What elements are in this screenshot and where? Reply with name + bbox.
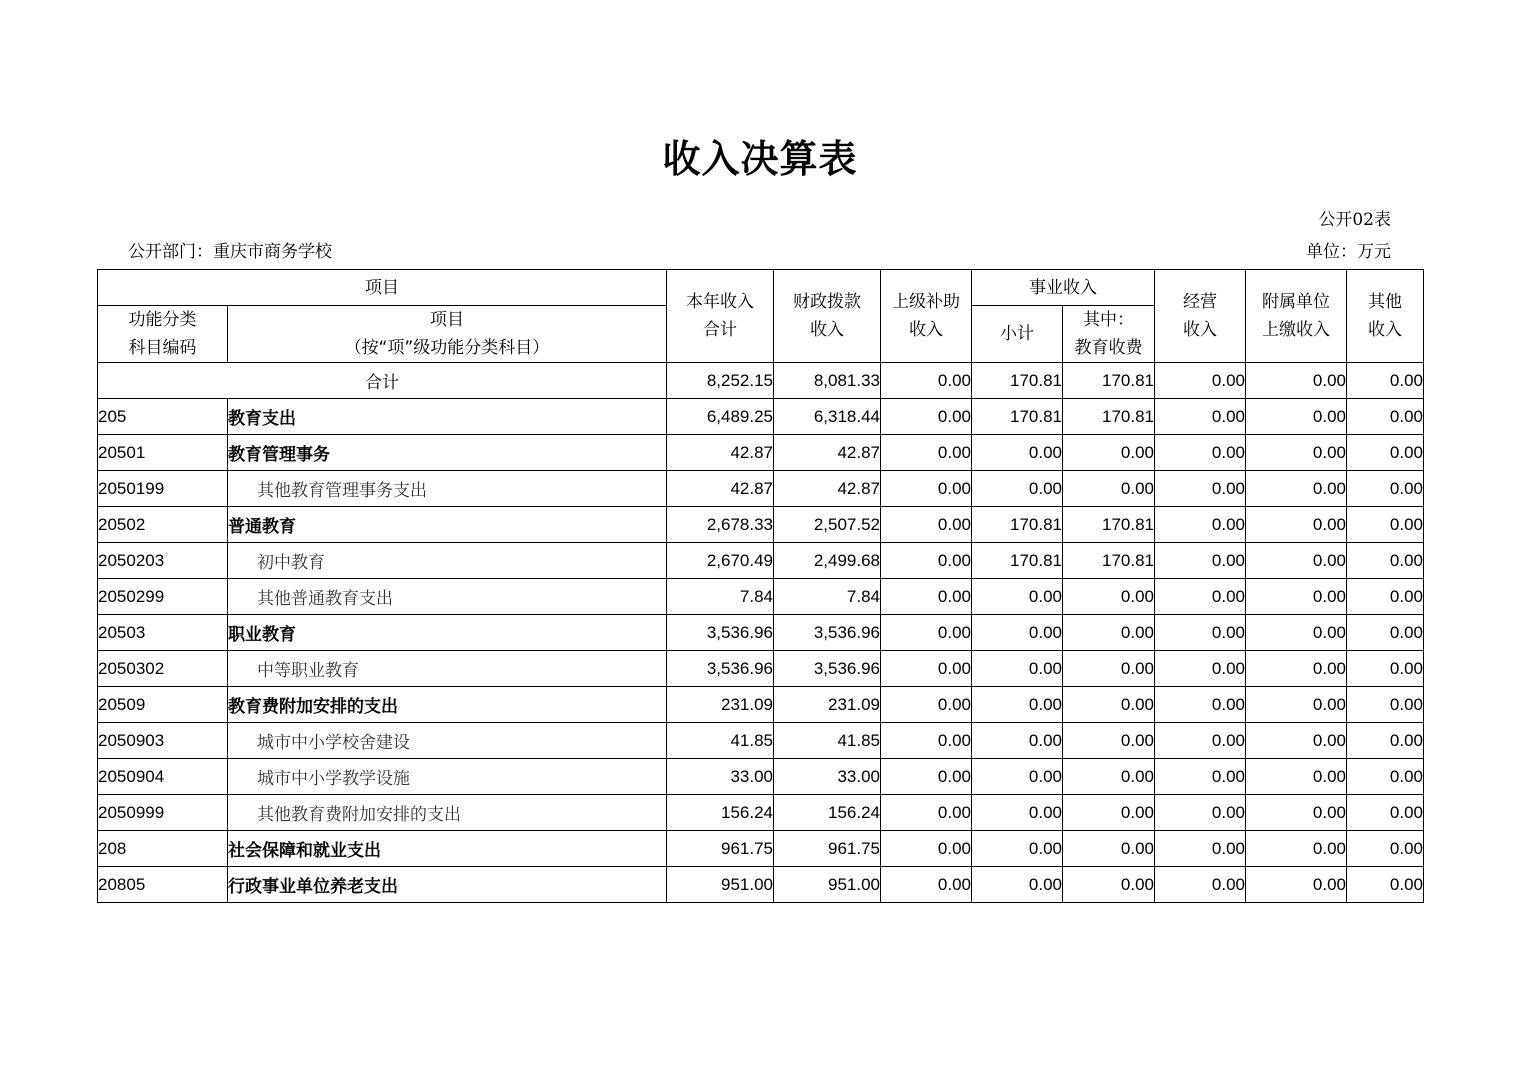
cell-function-code: 2050203: [98, 543, 228, 579]
cell-function-code: 208: [98, 831, 228, 867]
cell-education-fee: 0.00: [1063, 831, 1155, 867]
cell-operating: 0.00: [1155, 651, 1246, 687]
cell-function-code: 20501: [98, 435, 228, 471]
cell-function-code: 205: [98, 399, 228, 435]
cell-affiliate: 0.00: [1246, 399, 1347, 435]
cell-affiliate: 0.00: [1246, 795, 1347, 831]
cell-career-subtotal: 170.81: [972, 399, 1063, 435]
cell-operating: 0.00: [1155, 579, 1246, 615]
cell-operating: 0.00: [1155, 867, 1246, 903]
cell-education-fee: 0.00: [1063, 867, 1155, 903]
cell-education-fee: 0.00: [1063, 795, 1155, 831]
table-row: [98, 723, 1424, 759]
cell-education-fee: 0.00: [1063, 687, 1155, 723]
cell-subsidy: 0.00: [881, 435, 972, 471]
cell-total-income: 42.87: [667, 435, 774, 471]
cell-function-code: 20503: [98, 615, 228, 651]
cell-operating: 0.00: [1155, 543, 1246, 579]
cell-affiliate: 0.00: [1246, 363, 1347, 399]
table-row: [98, 399, 1424, 435]
cell-education-fee: 170.81: [1063, 363, 1155, 399]
header-total-income: 本年收入 合计: [667, 270, 774, 363]
cell-total-income: 3,536.96: [667, 615, 774, 651]
cell-operating: 0.00: [1155, 435, 1246, 471]
cell-item-name: 教育费附加安排的支出: [228, 687, 667, 723]
cell-career-subtotal: 170.81: [972, 363, 1063, 399]
cell-affiliate: 0.00: [1246, 831, 1347, 867]
cell-career-subtotal: 0.00: [972, 435, 1063, 471]
cell-career-subtotal: 0.00: [972, 867, 1063, 903]
cell-function-code: 2050999: [98, 795, 228, 831]
cell-affiliate: 0.00: [1246, 435, 1347, 471]
header-subtotal: 小计: [972, 306, 1063, 363]
cell-affiliate: 0.00: [1246, 579, 1347, 615]
cell-affiliate: 0.00: [1246, 651, 1347, 687]
cell-total-income: 2,678.33: [667, 507, 774, 543]
form-number: 公开02表: [1318, 210, 1391, 230]
cell-item-name: 其他教育费附加安排的支出: [228, 795, 667, 831]
unit-label: 单位：万元: [1306, 242, 1391, 262]
cell-total-income: 951.00: [667, 867, 774, 903]
table-row: [98, 759, 1424, 795]
cell-fiscal: 3,536.96: [774, 651, 881, 687]
cell-item-name: 其他教育管理事务支出: [228, 471, 667, 507]
cell-affiliate: 0.00: [1246, 471, 1347, 507]
cell-total-income: 156.24: [667, 795, 774, 831]
cell-operating: 0.00: [1155, 795, 1246, 831]
cell-affiliate: 0.00: [1246, 543, 1347, 579]
cell-education-fee: 0.00: [1063, 615, 1155, 651]
cell-subsidy: 0.00: [881, 687, 972, 723]
cell-item-name: 普通教育: [228, 507, 667, 543]
cell-function-code: 2050903: [98, 723, 228, 759]
table-row: [98, 543, 1424, 579]
cell-function-code: 20805: [98, 867, 228, 903]
cell-education-fee: 0.00: [1063, 471, 1155, 507]
cell-total-income: 961.75: [667, 831, 774, 867]
table-row: [98, 615, 1424, 651]
cell-career-subtotal: 0.00: [972, 831, 1063, 867]
cell-subsidy: 0.00: [881, 399, 972, 435]
cell-education-fee: 170.81: [1063, 399, 1155, 435]
cell-subsidy: 0.00: [881, 795, 972, 831]
cell-function-code: 2050299: [98, 579, 228, 615]
income-final-account-table: [97, 269, 1424, 903]
cell-item-name: 其他普通教育支出: [228, 579, 667, 615]
cell-fiscal: 2,499.68: [774, 543, 881, 579]
table-row: [98, 579, 1424, 615]
cell-career-subtotal: 0.00: [972, 651, 1063, 687]
cell-total-income: 8,252.15: [667, 363, 774, 399]
cell-item-name: 初中教育: [228, 543, 667, 579]
cell-other: 0.00: [1347, 579, 1424, 615]
cell-subsidy: 0.00: [881, 579, 972, 615]
header-fiscal-appropriation: 财政拨款 收入: [774, 270, 881, 363]
cell-subsidy: 0.00: [881, 471, 972, 507]
cell-other: 0.00: [1347, 615, 1424, 651]
cell-subsidy: 0.00: [881, 867, 972, 903]
header-affiliate-income: 附属单位 上缴收入: [1246, 270, 1347, 363]
cell-function-code: 2050199: [98, 471, 228, 507]
cell-career-subtotal: 0.00: [972, 471, 1063, 507]
cell-other: 0.00: [1347, 795, 1424, 831]
cell-total-income: 2,670.49: [667, 543, 774, 579]
cell-other: 0.00: [1347, 687, 1424, 723]
total-label: 合计: [98, 363, 667, 399]
cell-career-subtotal: 0.00: [972, 615, 1063, 651]
cell-item-name: 中等职业教育: [228, 651, 667, 687]
cell-fiscal: 156.24: [774, 795, 881, 831]
cell-subsidy: 0.00: [881, 615, 972, 651]
header-education-fee: 其中： 教育收费: [1063, 306, 1155, 363]
cell-subsidy: 0.00: [881, 759, 972, 795]
cell-fiscal: 8,081.33: [774, 363, 881, 399]
cell-other: 0.00: [1347, 543, 1424, 579]
page-title: 收入决算表: [662, 137, 858, 181]
cell-education-fee: 0.00: [1063, 435, 1155, 471]
cell-other: 0.00: [1347, 651, 1424, 687]
cell-affiliate: 0.00: [1246, 723, 1347, 759]
cell-operating: 0.00: [1155, 471, 1246, 507]
cell-operating: 0.00: [1155, 759, 1246, 795]
cell-total-income: 42.87: [667, 471, 774, 507]
cell-other: 0.00: [1347, 759, 1424, 795]
total-row: [98, 363, 1424, 399]
header-function-code: 功能分类 科目编码: [98, 306, 228, 363]
table-row: [98, 507, 1424, 543]
cell-education-fee: 170.81: [1063, 507, 1155, 543]
cell-other: 0.00: [1347, 435, 1424, 471]
header-other-income: 其他 收入: [1347, 270, 1424, 363]
cell-total-income: 231.09: [667, 687, 774, 723]
cell-fiscal: 3,536.96: [774, 615, 881, 651]
cell-item-name: 社会保障和就业支出: [228, 831, 667, 867]
department-label: 公开部门：重庆市商务学校: [128, 242, 332, 262]
cell-function-code: 20502: [98, 507, 228, 543]
cell-fiscal: 41.85: [774, 723, 881, 759]
cell-career-subtotal: 0.00: [972, 723, 1063, 759]
cell-fiscal: 33.00: [774, 759, 881, 795]
cell-career-subtotal: 170.81: [972, 543, 1063, 579]
cell-operating: 0.00: [1155, 687, 1246, 723]
cell-fiscal: 2,507.52: [774, 507, 881, 543]
cell-operating: 0.00: [1155, 363, 1246, 399]
cell-subsidy: 0.00: [881, 543, 972, 579]
cell-affiliate: 0.00: [1246, 759, 1347, 795]
cell-other: 0.00: [1347, 507, 1424, 543]
cell-education-fee: 0.00: [1063, 651, 1155, 687]
cell-fiscal: 961.75: [774, 831, 881, 867]
header-operating-income: 经营 收入: [1155, 270, 1246, 363]
cell-affiliate: 0.00: [1246, 507, 1347, 543]
cell-fiscal: 42.87: [774, 471, 881, 507]
cell-career-subtotal: 0.00: [972, 579, 1063, 615]
header-superior-subsidy: 上级补助 收入: [881, 270, 972, 363]
cell-education-fee: 0.00: [1063, 579, 1155, 615]
cell-career-subtotal: 0.00: [972, 795, 1063, 831]
cell-subsidy: 0.00: [881, 831, 972, 867]
cell-function-code: 2050302: [98, 651, 228, 687]
cell-total-income: 3,536.96: [667, 651, 774, 687]
cell-education-fee: 0.00: [1063, 723, 1155, 759]
cell-fiscal: 951.00: [774, 867, 881, 903]
cell-total-income: 7.84: [667, 579, 774, 615]
table-row: [98, 651, 1424, 687]
cell-subsidy: 0.00: [881, 507, 972, 543]
table-row: [98, 831, 1424, 867]
cell-subsidy: 0.00: [881, 651, 972, 687]
table-row: [98, 867, 1424, 903]
cell-other: 0.00: [1347, 399, 1424, 435]
cell-education-fee: 0.00: [1063, 759, 1155, 795]
cell-fiscal: 6,318.44: [774, 399, 881, 435]
cell-other: 0.00: [1347, 363, 1424, 399]
table-row: [98, 435, 1424, 471]
cell-operating: 0.00: [1155, 507, 1246, 543]
table-row: [98, 687, 1424, 723]
cell-subsidy: 0.00: [881, 363, 972, 399]
cell-subsidy: 0.00: [881, 723, 972, 759]
header-item: 项目 （按“项”级功能分类科目）: [228, 306, 667, 363]
cell-total-income: 33.00: [667, 759, 774, 795]
cell-operating: 0.00: [1155, 831, 1246, 867]
cell-affiliate: 0.00: [1246, 867, 1347, 903]
cell-operating: 0.00: [1155, 723, 1246, 759]
cell-item-name: 城市中小学教学设施: [228, 759, 667, 795]
table-row: [98, 795, 1424, 831]
cell-other: 0.00: [1347, 867, 1424, 903]
cell-affiliate: 0.00: [1246, 615, 1347, 651]
cell-total-income: 41.85: [667, 723, 774, 759]
cell-other: 0.00: [1347, 723, 1424, 759]
header-career-income: 事业收入: [972, 270, 1155, 306]
cell-fiscal: 42.87: [774, 435, 881, 471]
cell-function-code: 20509: [98, 687, 228, 723]
cell-item-name: 职业教育: [228, 615, 667, 651]
header-project: 项目: [98, 270, 667, 306]
cell-item-name: 教育支出: [228, 399, 667, 435]
cell-education-fee: 170.81: [1063, 543, 1155, 579]
cell-fiscal: 7.84: [774, 579, 881, 615]
cell-other: 0.00: [1347, 471, 1424, 507]
cell-career-subtotal: 170.81: [972, 507, 1063, 543]
cell-total-income: 6,489.25: [667, 399, 774, 435]
cell-item-name: 行政事业单位养老支出: [228, 867, 667, 903]
cell-function-code: 2050904: [98, 759, 228, 795]
cell-career-subtotal: 0.00: [972, 687, 1063, 723]
cell-career-subtotal: 0.00: [972, 759, 1063, 795]
cell-affiliate: 0.00: [1246, 687, 1347, 723]
cell-fiscal: 231.09: [774, 687, 881, 723]
cell-operating: 0.00: [1155, 399, 1246, 435]
cell-operating: 0.00: [1155, 615, 1246, 651]
cell-item-name: 教育管理事务: [228, 435, 667, 471]
cell-item-name: 城市中小学校舍建设: [228, 723, 667, 759]
cell-other: 0.00: [1347, 831, 1424, 867]
table-row: [98, 471, 1424, 507]
